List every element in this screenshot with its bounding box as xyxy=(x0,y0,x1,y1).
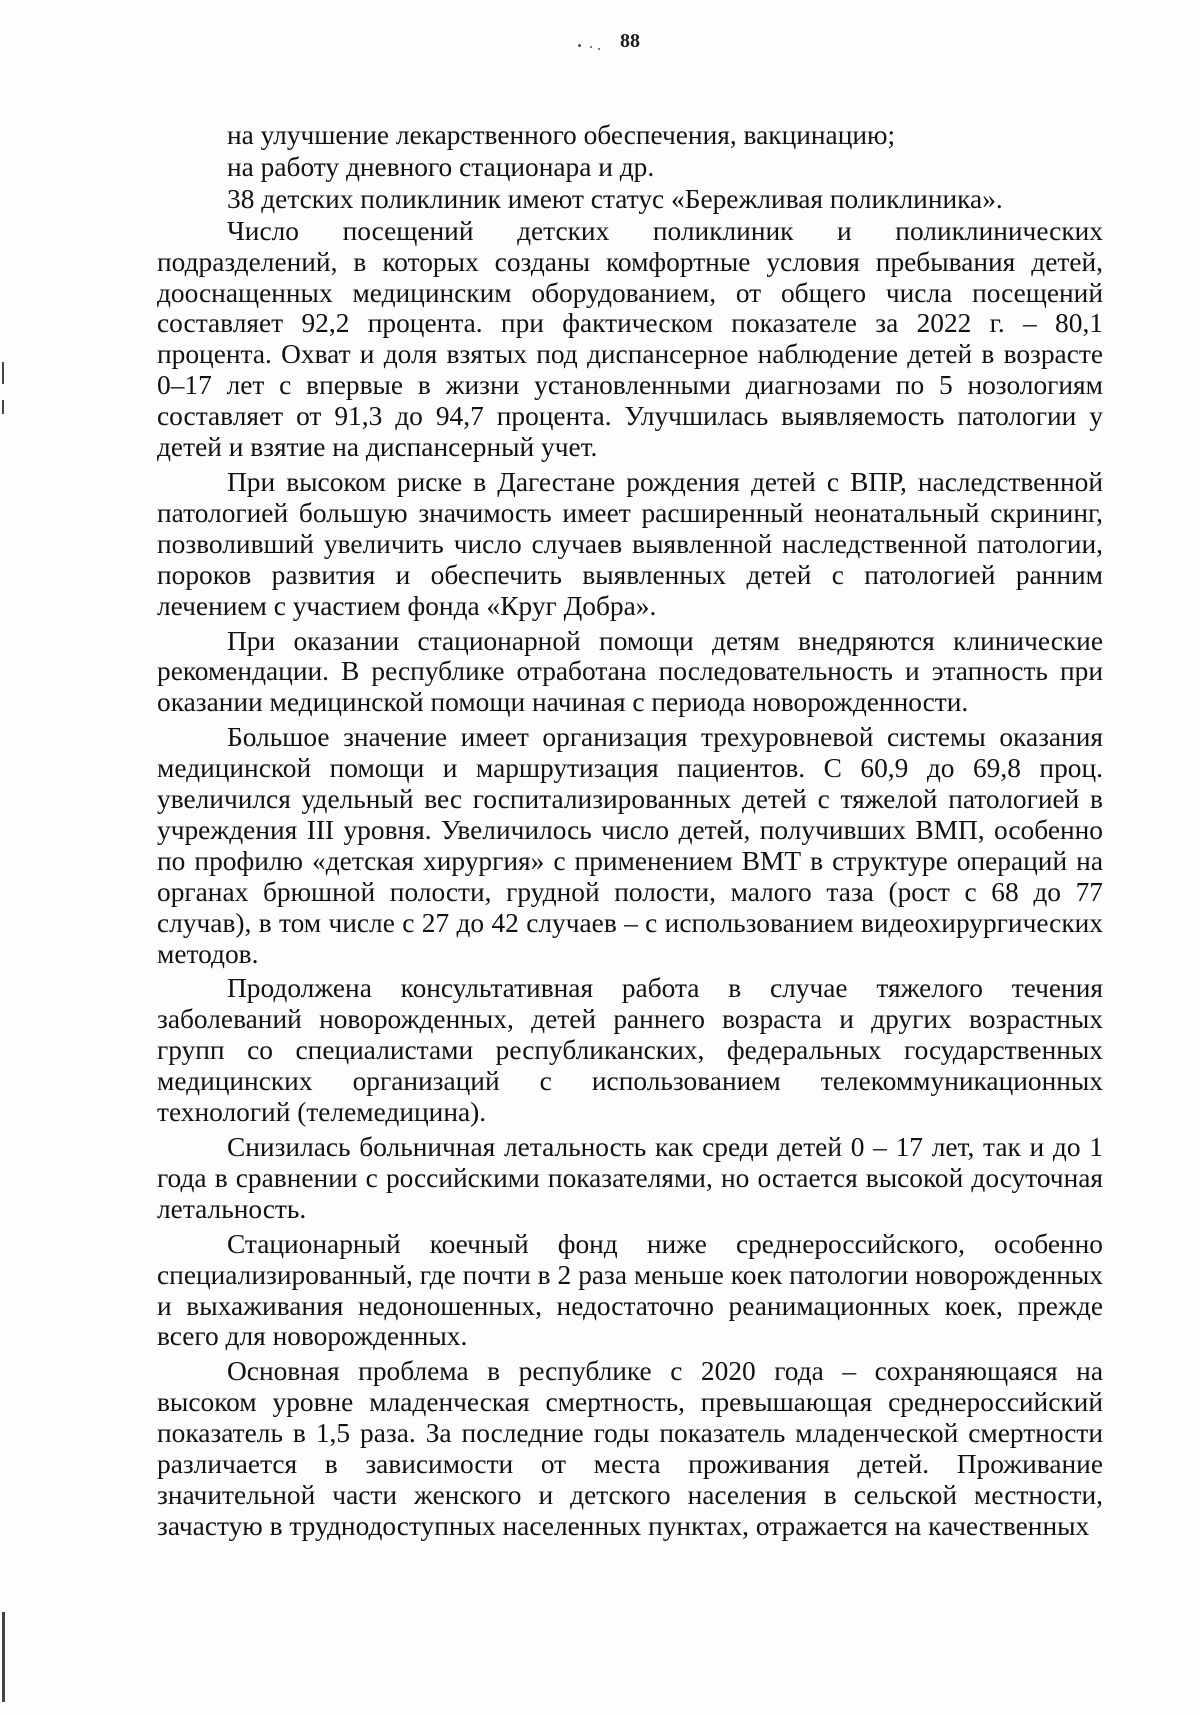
paragraph: Продолжена консультативная работа в случае тяжелого течения заболеваний новорожденных, детей раннего возраста и других возрастных групп со специалистами республиканских, федеральных государственных медицинских организаций с использованием телекоммуникационных технологий (телемедицина). xyxy=(157,973,1103,1128)
document-body xyxy=(157,120,1103,1546)
page-number: 88 xyxy=(620,30,640,52)
paragraph: Число посещений детских поликлиник и поликлинических подразделений, в которых созданы комфортные условия пребывания детей, дооснащенных медицинским оборудованием, от общего числа посещений составляет 92,2 процента. при фактическом показателе за 2022 г. – 80,1 процента. Охват и доля взятых под диспансерное наблюдение детей в возрасте 0–17 лет с впервые в жизни установленными диагнозами по 5 нозологиям составляет от 91,3 до 94,7 процента. Улучшилась выявляемость патологии у детей и взятие на диспансерный учет. xyxy=(157,215,1103,463)
scan-edge-mark xyxy=(2,400,4,414)
paragraph: При оказании стационарной помощи детям внедряются клинические рекомендации. В республике отработана последовательность и этапность при оказании медицинской помощи начиная с периода новорожденности. xyxy=(157,625,1103,718)
paragraph: на улучшение лекарственного обеспечения, вакцинацию; xyxy=(227,120,896,150)
scan-edge-mark xyxy=(2,1612,5,1702)
paragraph: 38 детских поликлиник имеют статус «Бережливая поликлиника». xyxy=(227,183,1003,214)
paragraph: Стационарный коечный фонд ниже среднероссийского, особенно специализированный, где почти в 2 раза меньше коек патологии новорожденных и выхаживания недоношенных, недостаточно реанимационных коек, прежде всего для новорожденных. xyxy=(157,1228,1103,1352)
paragraph: При высоком риске в Дагестане рождения детей с ВПР, наследственной патологией большую значимость имеет расширенный неонатальный скрининг, позволивший увеличить число случаев выявленной наследственной патологии, пороков развития и обеспечить выявленных детей с патологией ранним лечением с участием фонда «Круг Добра». xyxy=(157,466,1103,621)
paragraph: Снизилась больничная летальность как среди детей 0 – 17 лет, так и до 1 года в сравнении с российскими показателями, но остается высокой досуточная летальность. xyxy=(157,1132,1103,1224)
paragraph: Большое значение имеет организация трехуровневой системы оказания медицинской помощи и маршрутизация пациентов. С 60,9 до 69,8 проц. увеличился удельный вес госпитализированных детей с тяжелой патологией в учреждения III уровня. Увеличилось число детей, получивших ВМП, особенно по профилю «детская хирургия» с применением ВМТ в структуре операций на органах брюшной полости, грудной полости, малого таза (рост с 68 до 77 случав), в том числе с 27 до 42 случаев – с использованием видеохирургических методов. xyxy=(157,722,1103,969)
paragraph: на работу дневного стационара и др. xyxy=(227,151,655,182)
paragraph: Основная проблема в республике с 2020 года – сохраняющаяся на высоком уровне младенческая смертность, превышающая среднероссийский показатель в 1,5 раза. За последние годы показатель младенческой смертности различается в зависимости от места проживания детей. Проживание значительной части женского и детского населения в сельской местности, зачастую в труднодоступных населенных пунктах, отражается на качественных xyxy=(157,1356,1103,1541)
scan-edge-mark xyxy=(2,362,4,384)
